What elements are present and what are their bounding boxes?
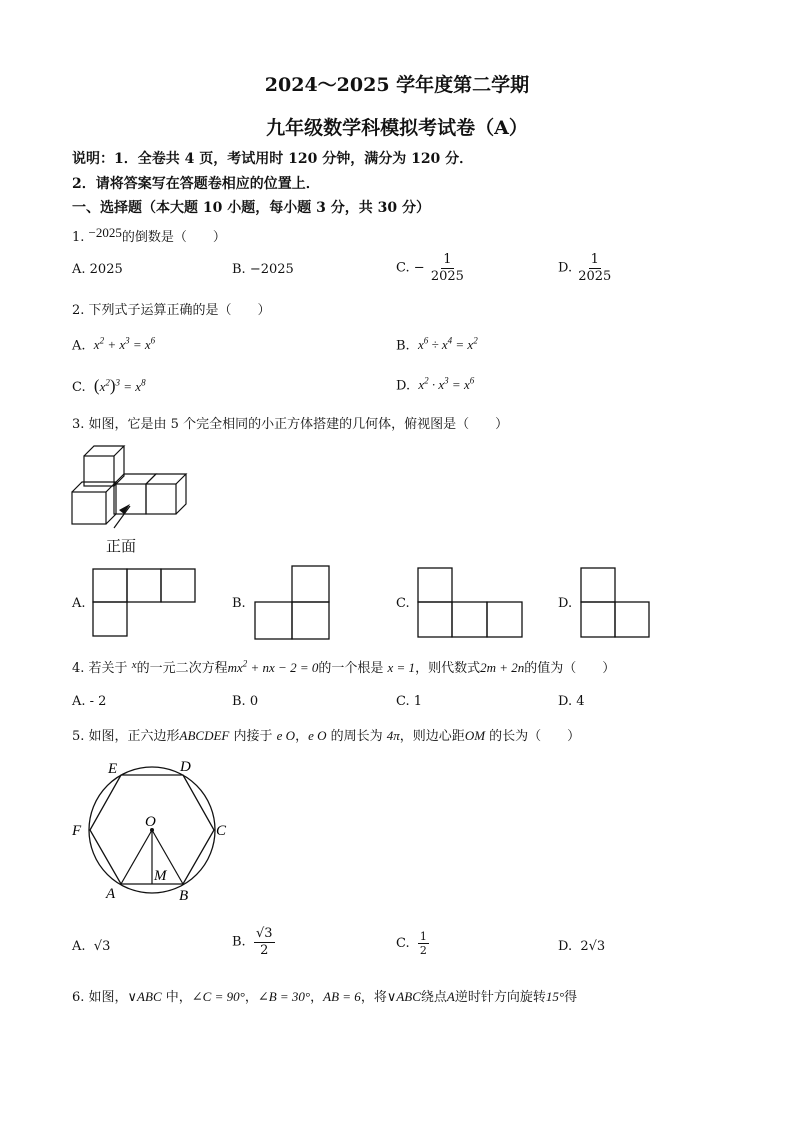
q2-option-b: B. $x^6 \div x^4 = x^2$ [396,336,478,354]
label-c: C [216,823,227,839]
q5-option-d: D. 2√3 [558,939,606,954]
q4-option-a: A. - 2 [72,694,107,709]
section-title: 一、选择题（本大题 10 小题，每小题 3 分，共 30 分） [72,200,430,216]
front-label: 正面 [106,537,137,555]
question-5: 5. 如图，正六边形ABCDEF 内接于 e O，e O 的周长为 4π，则边心距OM 的长为（ ） [72,728,581,744]
q3-option-b-label: B. [232,596,246,611]
instructions-line-2: 2．请将答案写在答题卷相应的位置上． [72,176,320,192]
label-o: O [145,814,156,830]
question-3: 3. 如图，它是由 5 个完全相同的小正方体搭建的几何体，俯视图是（ ） [72,417,509,432]
q1-c-fraction: $\frac{1}{2025}$ [430,252,464,284]
q5-option-c: C. $\frac{1}{2}$ [396,930,427,958]
q3-option-d-label: D. [558,596,573,611]
q3-option-a-label: A. [72,596,86,611]
q1-option-b: B. −2025 [232,262,294,277]
exam-title: 九年级数学科模拟考试卷（A） [266,117,528,139]
exam-year-title: 2024～2025 学年度第二学期 [264,74,530,96]
q2-option-d: D. $x^2 \cdot x^3 = x^6$ [396,376,475,394]
q1-option-c: C. − $\frac{1}{2025}$ [396,252,464,284]
question-2: 2. 下列式子运算正确的是（ ） [72,303,271,318]
question-4: 4. 若关于 $^x$的一元二次方程$mx^2$ + nx − 2 = 0的一个根是 x = 1，则代数式2m + 2n的值为（ ） [72,658,616,676]
q1-option-d: D. $\frac{1}{2025}$ [558,252,612,284]
q5-option-b: B. $\frac{√3}{2}$ [232,926,273,958]
q5-option-a: A. √3 [72,939,111,954]
q1-stem: 的倒数是（ ） [121,230,226,245]
label-e: E [108,761,118,777]
q1-d-fraction: $\frac{1}{2025}$ [578,252,612,284]
label-b: B [179,888,189,904]
q4-option-d: D. 4 [558,694,585,709]
q4-option-c: C. 1 [396,694,423,709]
q4-option-b: B. 0 [232,694,259,709]
q1-number: 1. [72,230,85,245]
q3-option-c-label: C. [396,596,410,611]
label-d: D [180,759,191,775]
q1-expr: −2025 [88,225,122,240]
q2-option-c: C. $(x^2)^3 = x^8$ [72,376,146,395]
instructions-line-1: 说明：1．全卷共 4 页，考试用时 120 分钟，满分为 120 分． [72,151,474,167]
label-f: F [72,823,82,839]
question-6: 6. 如图，∨ABC 中，∠C = 90°，∠B = 30°，AB = 6，将∨ABC绕点A逆时针方向旋转15°得 [72,989,578,1005]
q1-option-a: A. 2025 [72,262,123,277]
label-a: A [106,886,116,902]
label-m: M [154,868,167,884]
q2-option-a: A. $x^2 + x^3 = x^6$ [72,336,156,354]
